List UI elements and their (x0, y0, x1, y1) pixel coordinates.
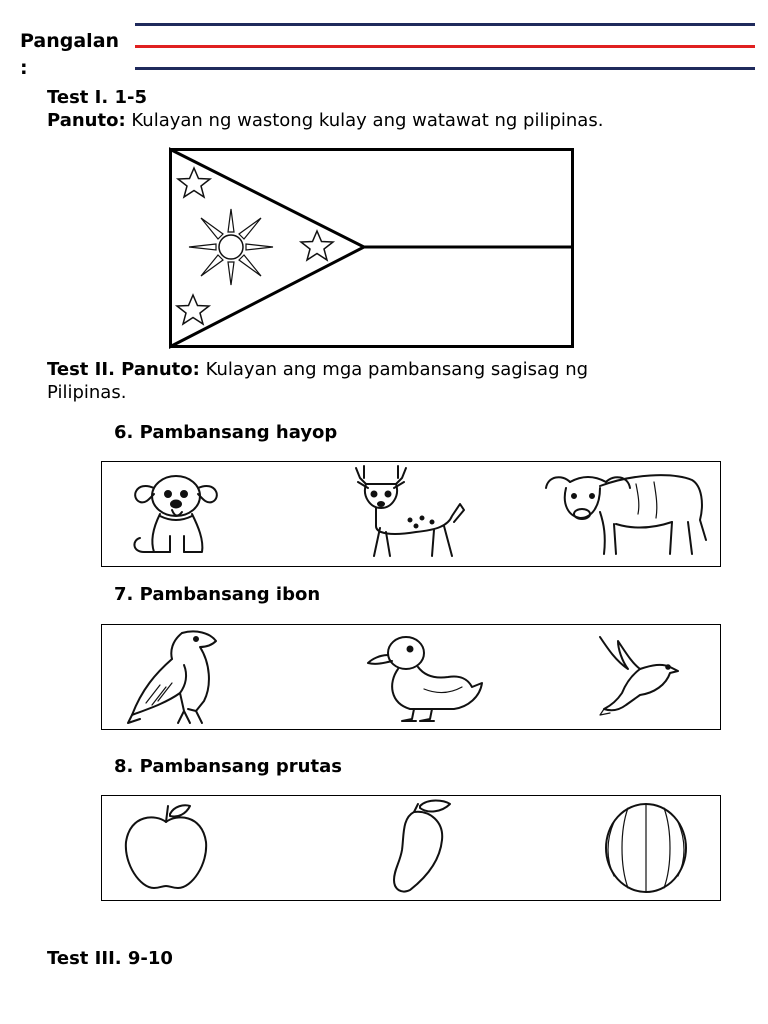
philippine-flag-outline[interactable] (169, 148, 574, 348)
name-label: Pangalan : (20, 30, 120, 79)
duck-icon[interactable] (364, 631, 488, 725)
test1-instruction (47, 109, 603, 132)
item-heading: 8. Pambansang prutas (114, 756, 342, 777)
name-line-red[interactable] (135, 45, 755, 48)
test3-title: Test III. 9-10 (47, 948, 173, 969)
watermelon-icon[interactable] (602, 800, 690, 894)
mango-icon[interactable] (384, 800, 454, 894)
picture-row (101, 795, 721, 901)
item-heading: 7. Pambansang ibon (114, 584, 321, 605)
item-heading: 6. Pambansang hayop (114, 422, 338, 443)
dove-icon[interactable] (596, 633, 686, 721)
apple-icon[interactable] (122, 802, 212, 892)
test2-title: Test II. Panuto: (47, 359, 200, 380)
test1-title: Test I. 1-5 (47, 87, 148, 108)
test1-instruction-label: Panuto: (47, 110, 126, 131)
name-line-top (135, 23, 755, 26)
eagle-icon[interactable] (126, 627, 236, 727)
test2-instruction: Test II. Panuto: Kulayan ang mga pambansang sagisag ng Pilipinas. (47, 359, 589, 403)
name-line-bottom (135, 67, 755, 70)
test1-instruction-text: Kulayan ng wastong kulay ang watawat ng pilipinas. (125, 110, 604, 131)
deer-icon[interactable] (336, 464, 486, 562)
dog-icon[interactable] (126, 468, 226, 560)
carabao-icon[interactable] (542, 464, 712, 560)
picture-row (101, 461, 721, 567)
picture-row (101, 624, 721, 730)
